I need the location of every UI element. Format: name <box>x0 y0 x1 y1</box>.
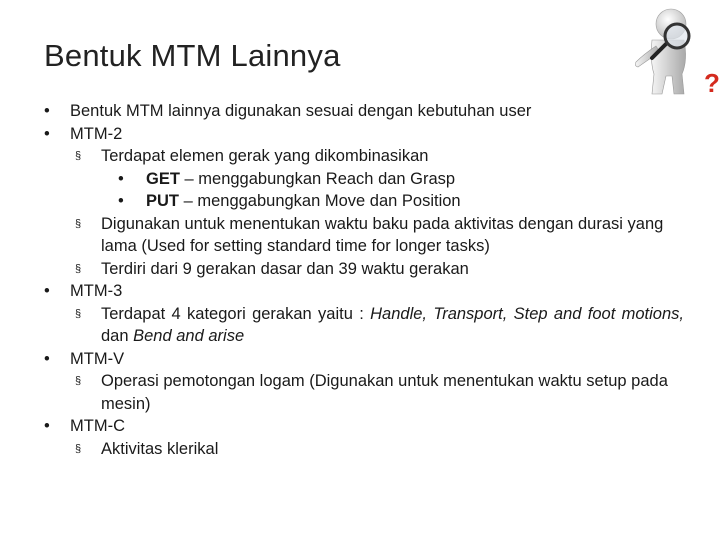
category-bend: Bend and arise <box>133 327 245 345</box>
list-item <box>44 438 684 461</box>
list-item-text: Terdapat 4 kategori gerakan yaitu : <box>101 304 371 323</box>
list-item-text: dan <box>101 327 134 345</box>
bullet-marker: • <box>44 349 50 368</box>
list-item-text: Operasi pemotongan logam (Digunakan untuk menentukan waktu setup pada mesin) <box>101 372 668 413</box>
list-item-text: MTM-3 <box>70 282 123 300</box>
list-item <box>44 370 684 415</box>
list-item <box>44 258 684 281</box>
list-item <box>44 415 684 438</box>
section-marker: § <box>75 375 82 387</box>
list-item-text: MTM-C <box>70 417 125 435</box>
list-item <box>44 168 684 191</box>
bullet-marker: • <box>44 124 50 143</box>
bullet-marker: • <box>118 192 124 210</box>
bullet-marker: • <box>118 169 124 188</box>
list-item-text: Terdiri dari 9 gerakan dasar dan 39 waktu gerakan <box>101 259 469 278</box>
thinking-figure-with-magnifier-icon <box>622 0 720 100</box>
list-item-text: Bentuk MTM lainnya digunakan sesuai dengan kebutuhan user <box>70 102 532 120</box>
list-item-text: – menggabungkan Move dan Position <box>179 192 461 210</box>
list-item-text: Digunakan untuk menentukan waktu baku pada aktivitas dengan durasi yang lama (Used for setting standard time for longer tasks) <box>101 214 664 255</box>
list-item <box>44 100 684 123</box>
list-item-text: – menggabungkan Reach dan Grasp <box>179 169 456 188</box>
list-item-text: MTM-2 <box>70 124 123 143</box>
question-mark: ? <box>704 68 720 98</box>
list-item <box>44 280 684 303</box>
list-item <box>44 145 684 168</box>
list-item <box>44 348 684 371</box>
section-marker: § <box>75 150 82 162</box>
term-get: GET <box>146 169 180 188</box>
bullet-marker: • <box>44 102 50 120</box>
term-put: PUT <box>146 192 179 210</box>
section-marker: § <box>75 307 82 320</box>
bullet-list <box>44 100 684 460</box>
section-marker: § <box>75 262 82 275</box>
list-item-text: MTM-V <box>70 349 125 368</box>
list-item <box>44 213 684 258</box>
list-item-text: Aktivitas klerikal <box>101 439 219 458</box>
bullet-marker: • <box>44 417 50 435</box>
list-item <box>44 303 684 348</box>
bullet-marker: • <box>44 282 50 300</box>
category-list: Handle, Transport, Step and foot motions, <box>370 304 684 323</box>
slide-title: Bentuk MTM Lainnya <box>44 38 341 73</box>
section-marker: § <box>75 442 82 455</box>
section-marker: § <box>75 217 82 230</box>
list-item <box>44 190 684 213</box>
list-item-text: Terdapat elemen gerak yang dikombinasikan <box>101 147 429 165</box>
list-item <box>44 123 684 146</box>
